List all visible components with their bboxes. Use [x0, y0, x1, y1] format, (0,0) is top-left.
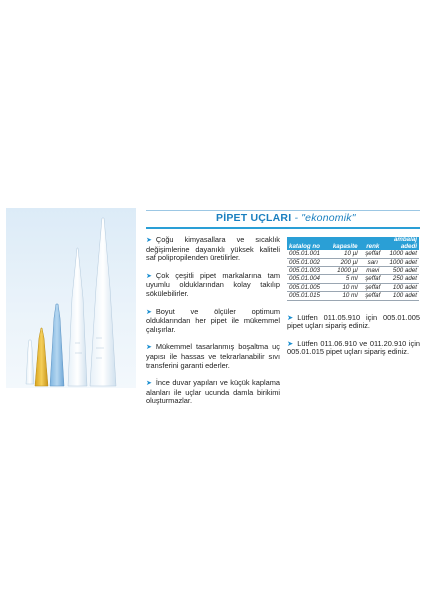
col-header-capacity: kapasite: [331, 237, 360, 250]
arrow-icon: ➤: [146, 272, 152, 280]
feature-text: Çoğu kimyasallara ve sıcaklık değişimlerine dayanıklı yüksek kaliteli saf polipropilenden üretilirler.: [146, 235, 280, 263]
feature-list: [146, 236, 280, 415]
table-row: [287, 267, 419, 275]
cell-capacity: 200 µl: [331, 258, 360, 266]
cell-catalog: 005.01.004: [287, 275, 331, 283]
cell-package: 1000 adet: [386, 258, 419, 266]
title-bar: [146, 210, 420, 229]
cell-capacity: 5 ml: [331, 275, 360, 283]
tip-5ml: [68, 248, 87, 386]
cell-color: şeffaf: [360, 250, 386, 258]
cell-capacity: 1000 µl: [331, 267, 360, 275]
feature-item: [146, 379, 280, 406]
table-header-row: [287, 237, 419, 250]
pipette-tips-photo: [6, 208, 136, 388]
cell-color: sarı: [360, 258, 386, 266]
pipette-tips-image: [6, 208, 136, 388]
arrow-icon: ➤: [146, 380, 152, 388]
page-title-main: PİPET UÇLARI: [216, 212, 292, 224]
feature-item: [146, 236, 280, 263]
cell-catalog: 005.01.015: [287, 292, 331, 300]
col-header-color: renk: [360, 237, 386, 250]
cell-package: 500 adet: [386, 267, 419, 275]
cell-catalog: 005.01.001: [287, 250, 331, 258]
note-text: Lütfen 011.06.910 ve 011.20.910 için 005.01.015 pipet uçları sipariş ediniz.: [287, 338, 420, 357]
feature-item: [146, 343, 280, 370]
tip-1000ul: [50, 304, 64, 386]
table-row: [287, 275, 419, 283]
cell-capacity: 10 ml: [331, 283, 360, 291]
page-title: [216, 212, 356, 224]
page-title-sub: - "ekonomik": [291, 212, 356, 224]
cell-capacity: 10 µl: [331, 250, 360, 258]
order-notes: [287, 314, 420, 366]
cell-package: 100 adet: [386, 283, 419, 291]
arrow-icon: ➤: [146, 344, 152, 352]
cell-color: şeffaf: [360, 292, 386, 300]
feature-text: Boyut ve ölçüler optimum olduklarından her pipet ile mükemmel çalışırlar.: [146, 306, 280, 334]
feature-text: Mükemmel tasarlanmış boşaltma uç yapısı ile hassas ve tekrarlanabilir sıvı transferini garanti ederler.: [146, 342, 280, 370]
tip-10ml: [90, 218, 116, 386]
arrow-icon: ➤: [287, 338, 294, 348]
feature-text: Çok çeşitli pipet markalarına tam uyumlu olduklarından kolay takılıp sökülebilirler.: [146, 270, 280, 298]
cell-package: 1000 adet: [386, 250, 419, 258]
cell-color: şeffaf: [360, 283, 386, 291]
arrow-icon: ➤: [146, 237, 152, 244]
tip-10ul: [26, 340, 34, 384]
cell-package: 100 adet: [386, 292, 419, 300]
cell-color: şeffaf: [360, 275, 386, 283]
feature-item: [146, 272, 280, 299]
table-row: [287, 292, 419, 300]
col-header-package: ambalaj adedi: [386, 237, 419, 250]
cell-catalog: 005.01.003: [287, 267, 331, 275]
col-header-catalog: katalog no: [287, 237, 331, 250]
cell-color: mavi: [360, 267, 386, 275]
feature-item: [146, 308, 280, 335]
note-text: Lütfen 011.05.910 için 005.01.005 pipet uçları sipariş ediniz.: [287, 313, 420, 331]
table-row: [287, 250, 419, 258]
arrow-icon: ➤: [146, 308, 152, 316]
tip-200ul: [35, 328, 48, 386]
table-row: [287, 283, 419, 291]
cell-capacity: 10 ml: [331, 292, 360, 300]
cell-catalog: 005.01.005: [287, 283, 331, 291]
table-row: [287, 258, 419, 266]
feature-text: İnce duvar yapıları ve küçük kaplama alanları ile uçlar ucunda damla birikimi oluşturmazlar.: [146, 378, 280, 406]
note-item: [287, 314, 420, 331]
cell-package: 250 adet: [386, 275, 419, 283]
catalog-table: [287, 237, 419, 301]
cell-catalog: 005.01.002: [287, 258, 331, 266]
note-item: [287, 340, 420, 357]
arrow-icon: ➤: [287, 313, 294, 322]
